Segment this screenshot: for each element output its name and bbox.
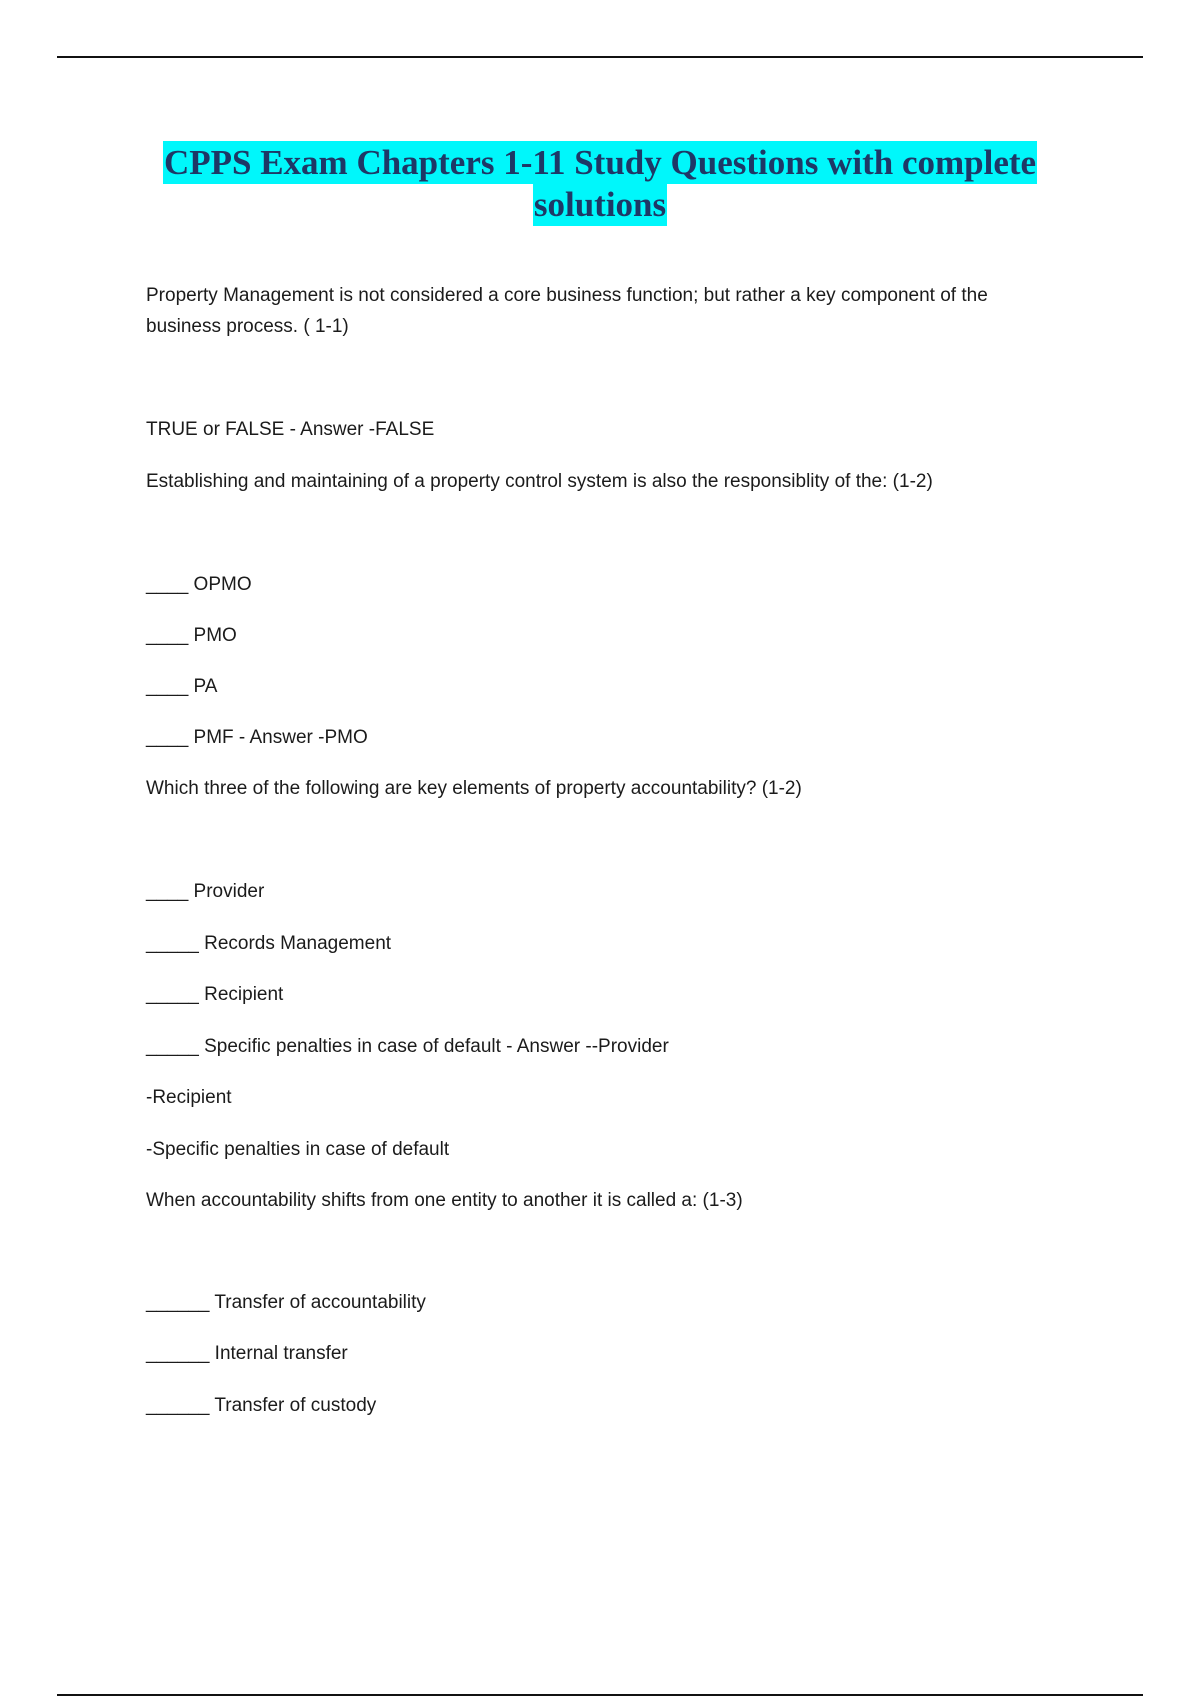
question-4-text: When accountability shifts from one entity to another it is called a: (1-3) bbox=[146, 1190, 743, 1211]
question-1-text: Property Management is not considered a core business function; but rather a key component of the business process. ( 1-1) bbox=[146, 285, 988, 337]
question-2-text: Establishing and maintaining of a property control system is also the responsiblity of the: (1-2) bbox=[146, 471, 933, 492]
question-2-option: ____ OPMO bbox=[146, 574, 252, 595]
question-3-option-answer: _____ Specific penalties in case of default - Answer --Provider bbox=[146, 1036, 669, 1057]
question-3-option: _____ Recipient bbox=[146, 984, 284, 1005]
top-rule bbox=[57, 56, 1143, 58]
document-title bbox=[100, 142, 1100, 226]
question-1-answer: TRUE or FALSE - Answer -FALSE bbox=[146, 419, 435, 440]
question-3-answer-cont: -Recipient bbox=[146, 1087, 232, 1108]
title-line-2: solutions bbox=[533, 185, 667, 224]
question-4-option: ______ Transfer of custody bbox=[146, 1395, 377, 1416]
question-4-option: ______ Transfer of accountability bbox=[146, 1292, 426, 1313]
question-2-option-answer: ____ PMF - Answer -PMO bbox=[146, 727, 368, 748]
question-3-answer-cont: -Specific penalties in case of default bbox=[146, 1139, 450, 1160]
question-3-option: ____ Provider bbox=[146, 881, 265, 902]
question-3-option: _____ Records Management bbox=[146, 933, 392, 954]
question-2-option: ____ PA bbox=[146, 676, 218, 697]
question-3-text: Which three of the following are key elements of property accountability? (1-2) bbox=[146, 778, 802, 799]
title-line-1: CPPS Exam Chapters 1-11 Study Questions with complete bbox=[163, 143, 1037, 182]
bottom-rule bbox=[57, 1694, 1143, 1696]
question-4-option: ______ Internal transfer bbox=[146, 1343, 348, 1364]
question-2-option: ____ PMO bbox=[146, 625, 237, 646]
